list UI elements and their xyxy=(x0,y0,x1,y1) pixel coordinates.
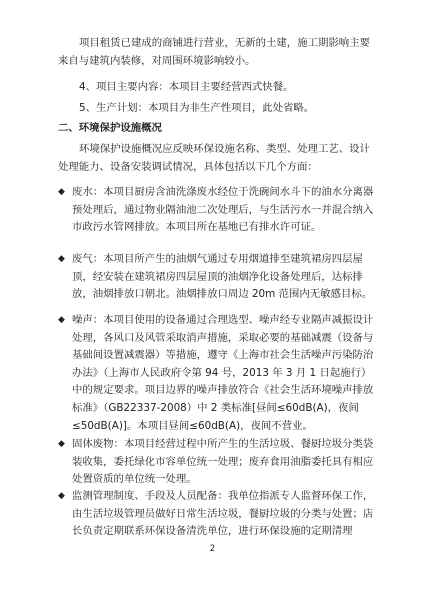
diamond-bullet-icon: ◆ xyxy=(58,187,65,197)
page-number: 2 xyxy=(209,544,216,554)
paragraph-main-content xyxy=(58,79,376,97)
paragraph-text: 环境保护设施概况应反映环保设施名称、类型、处理工艺、设计处理能力、设备安装调试情况，具体包括以下几个方面： xyxy=(58,143,370,173)
diamond-bullet-icon: ◆ xyxy=(58,491,65,501)
diamond-bullet-icon: ◆ xyxy=(58,315,65,325)
bullet-text: 噪声：本项目使用的设备通过合理选型、噪声经专业隔声减振设计处理，各风口及风管采取消声措施，采取必要的基础减震（设备与基础间设置减震器）等措施，遵守《上海市社会生活噪声污染防治办法》（上海市人民政府令第 94 号，2013 年 3 月 1 日起施行）中的规定要求。项目边界的噪声排放符合《社会生活环境噪声排放标准》（GB22337-2008）中 2 类标准[昼间≤60dB(A)，夜间≤50dB(A)]。本项目昼间≤60dB(A)，夜间不营业。 xyxy=(72,314,374,432)
paragraph-text: 项目租赁已建成的商铺进行营业，无新的土建，施工期影响主要来自与建筑内装修，对周围环境影响较小。 xyxy=(58,37,370,67)
diamond-bullet-icon: ◆ xyxy=(58,439,65,449)
bullet-item-wastewater xyxy=(58,184,376,237)
bullet-item-solid-waste xyxy=(58,436,376,489)
bullet-text: 废气：本项目所产生的油烟气通过专用烟道排至建筑裙房四层屋顶，经安装在建筑裙房四层屋顶的油烟净化设备处理后，达标排放，油烟排放口朝北。油烟排放口周边 20m 范围内无敏感目标。 xyxy=(72,253,373,301)
paragraph-text: 5、生产计划：本项目为非生产性项目，此处省略。 xyxy=(79,102,315,114)
bullet-item-noise xyxy=(58,312,376,435)
paragraph-text: 4、项目主要内容：本项目主要经营西式快餐。 xyxy=(79,81,294,93)
paragraph-production-plan xyxy=(58,100,376,118)
bullet-text: 废水：本项目厨房含油洗涤废水经位于洗碗间水斗下的油水分离器预处理后，通过物业隔油池二次处理后，与生活污水一并混合纳入市政污水管网排放。本项目所在基地已有排水许可证。 xyxy=(72,186,374,234)
bullet-item-monitoring xyxy=(58,488,376,541)
paragraph-construction xyxy=(58,35,376,70)
paragraph-overview xyxy=(58,141,376,176)
bullet-text: 监测管理制度、手段及人员配备：我单位指派专人监督环保工作，由生活垃圾管理员做好日常生活垃圾，餐厨垃圾的分类与处置；店长负责定期联系环保设备清洗单位，进行环保设施的定期清理 xyxy=(72,490,374,538)
bullet-text: 固体废物：本项目经营过程中所产生的生活垃圾、餐厨垃圾分类袋装收集，委托绿化市容单位统一处理；废弃食用油脂委托具有相应处置资质的单位统一处理。 xyxy=(72,438,374,486)
section-heading: 二、环境保护设施概况 xyxy=(58,122,162,134)
diamond-bullet-icon: ◆ xyxy=(58,254,65,264)
bullet-item-exhaust xyxy=(58,251,376,304)
